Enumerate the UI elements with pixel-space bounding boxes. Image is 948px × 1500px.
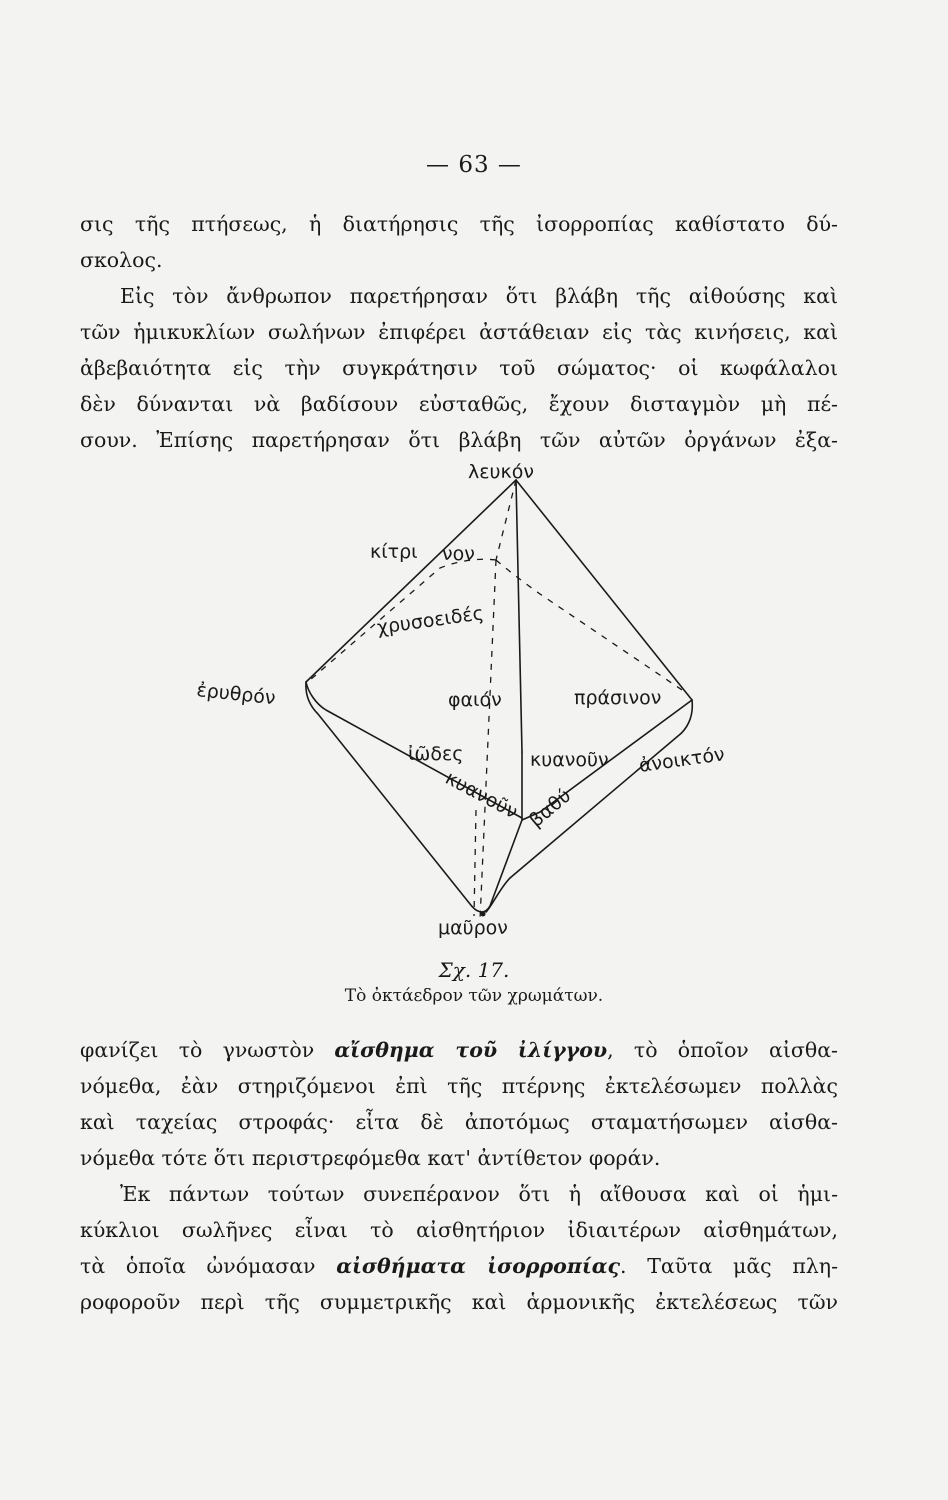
text-line: δὲν δύνανται νὰ βαδίσουν εὐσταθῶς, ἔχουν δισταγμὸν μὴ πέ- [80,392,838,416]
text-line: Εἰς τὸν ἄνθρωπον παρετήρησαν ὅτι βλάβη τῆς αἰθούσης καὶ [120,284,838,308]
octahedron-diagram [180,460,780,940]
text-line: καὶ ταχείας στροφάς· εἶτα δὲ ἀποτόμως σταματήσωμεν αἰσθα- [80,1110,838,1134]
figure-number: Σχ. 17. [438,958,510,982]
label-deep: βαθύ [525,784,576,832]
label-black: μαῦρον [438,917,508,939]
hidden-edge-top-back [496,480,516,560]
edge-top-right [516,480,692,700]
text-line: σουν. Ἐπίσης παρετήρησαν ὅτι βλάβη τῶν αὐτῶν ὀργάνων ἐξα- [80,428,838,452]
text-line: σις τῆς πτήσεως, ἡ διατήρησις τῆς ἰσορροπίας καθίστατο δύ- [80,212,838,236]
page-number: — 63 — [426,152,522,178]
label-red: ἐρυθρόν [195,679,277,710]
text-line: ροφοροῦν περὶ τῆς συμμετρικῆς καὶ ἁρμονικῆς ἐκτελέσεως τῶν [80,1290,838,1314]
label-blue-lower: κυανοῦν [441,766,522,824]
label-white: λευκόν [468,461,534,483]
hidden-edge-bottom-center [474,810,476,916]
emphasis-balance: αἰσθήματα ἰσορροπίας [336,1254,621,1278]
edge-top-left [306,480,516,682]
label-yellow-cont: νον [442,543,475,565]
emphasis-vertigo: αἴσθημα τοῦ ἰλίγγου [334,1038,608,1062]
label-gray: φαιόν [448,689,502,711]
text-line: νόμεθα τότε ὅτι περιστρεφόμεθα κατ' ἀντίθετον φοράν. [80,1146,661,1170]
text-line: κύκλιοι σωλῆνες εἶναι τὸ αἰσθητήριον ἰδιαιτέρων αἰσθημάτων, [80,1218,838,1242]
color-octahedron-figure [180,460,780,940]
text-line: σκολος. [80,248,163,272]
paragraph-bottom [80,1032,838,1320]
text-line: τὰ ὁποῖα ὠνόμασαν αἰσθήματα ἰσορροπίας. Ταῦτα μᾶς πλη- [80,1254,838,1278]
label-violet: ἰῶδες [408,743,464,765]
text-line: τῶν ἡμικυκλίων σωλήνων ἐπιφέρει ἀστάθειαν εἰς τὰς κινήσεις, καὶ [80,320,838,344]
label-green: πράσινον [574,687,662,709]
label-blue: κυανοῦν [530,749,609,771]
label-yellow: κίτρι [370,541,418,563]
figure-caption: Τὸ ὀκτάεδρον τῶν χρωμάτων. [344,986,604,1006]
text-line: φανίζει τὸ γνωστὸν αἴσθημα τοῦ ἰλίγγου, τὸ ὁποῖον αἰσθα- [80,1038,838,1062]
hidden-edge-back-right [496,560,688,694]
text-line: Ἐκ πάντων τούτων συνεπέρανον ὅτι ἡ αἴθουσα καὶ οἱ ἡμι- [120,1182,838,1206]
text-line: νόμεθα, ἐὰν στηριζόμενοι ἐπὶ τῆς πτέρνης ἐκτελέσωμεν πολλὰς [80,1074,838,1098]
text-line: ἀβεβαιότητα εἰς τὴν συγκράτησιν τοῦ σώματος· οἱ κωφάλαλοι [80,356,838,380]
paragraph-top [80,206,838,458]
edge-top-front [516,480,522,752]
label-golden: χρυσοειδές [375,602,486,639]
label-light: ἀνοικτόν [637,743,726,777]
